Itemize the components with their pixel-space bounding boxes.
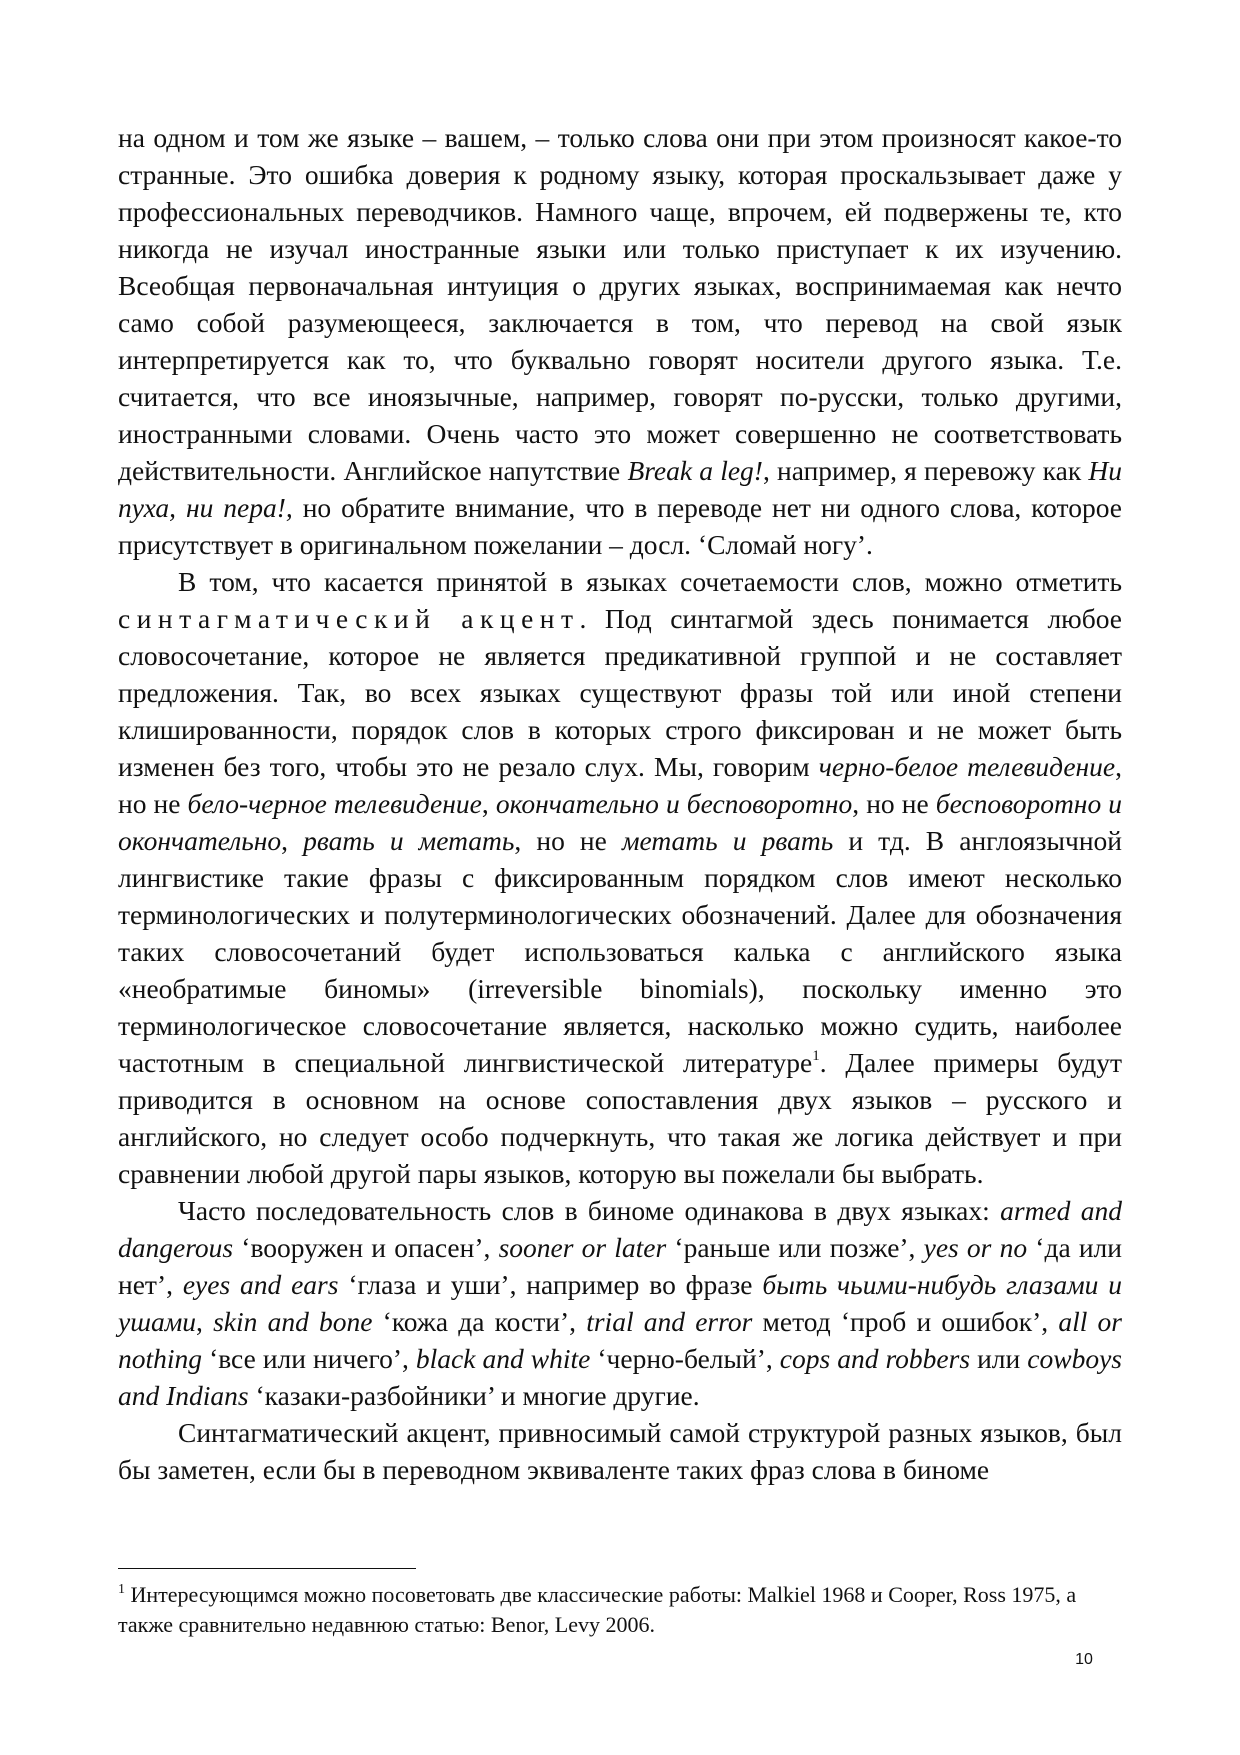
text-run: и тд. В англоязычной лингвистике такие фразы с фиксированным порядком слов имеют несколько терминологических и полутерминологических обозначений. Далее для обозначения таких словосочетаний будет использоваться калька с английского языка «необратимые биномы» (irreversible binomials), поскольку именно это терминологическое словосочетание является, насколько можно судить, наиболее частотным в специальной лингвистической литературе [118, 825, 1123, 1078]
italic-phrase: черно-белое телевидение [818, 751, 1116, 782]
italic-phrase: рвать и метать [303, 825, 515, 856]
footnote-number: 1 [118, 1582, 125, 1597]
italic-phrase: trial and error [586, 1306, 753, 1337]
text-run: Синтагматический акцент, привносимый самой структурой разных языков, был бы заметен, если бы в переводном эквиваленте таких фраз слова в биноме [118, 1417, 1122, 1485]
italic-phrase: Ни пуха, ни пера!, [118, 455, 1122, 523]
text-run: , но не [118, 751, 1123, 819]
text-run: . Под синтагмой здесь понимается любое словосочетание, которое не является предикативной группой и не составляет предложения. Так, во всех языках существуют фразы той или иной степени клишированности, порядок слов в которых строго фиксирован и не может быть изменен без того, чтобы это не резало слух. Мы, говорим [118, 603, 1122, 782]
text-run: . Далее примеры будут приводится в основном на основе сопоставления двух языков – русского и английского, но следует особо подчеркнуть, что такая же логика действует и при сравнении любой другой пары языков, которую вы пожелали бы выбрать. [118, 1047, 1122, 1189]
text-run: ‘глаза и уши’, например во фразе [338, 1269, 763, 1300]
text-run: на одном и том же языке – вашем, – только слова они при этом произносят какое-то странные. Это ошибка доверия к родному языку, которая проскальзывает даже у профессиональных переводчиков. Намного чаще, впрочем, ей подвержены те, кто никогда не изучал иностранные языки или только приступает к их изучению. Всеобщая первоначальная интуиция о других языках, воспринимаемая как нечто само собой разумеющееся, заключается в том, что перевод на свой язык интерпретируется как то, что буквально говорят носители другого языка. Т.е. считается, что все иноязычные, например, говорят по-русски, только другими, иностранными словами. Очень часто это может совершенно не соответствовать действительности. Английское напутствие [118, 122, 1122, 486]
italic-phrase: cops and robbers [779, 1343, 971, 1374]
text-run: ‘черно-белый’, [590, 1343, 780, 1374]
footnote-reference[interactable]: 1 [812, 1048, 820, 1064]
italic-phrase: black and white [415, 1343, 591, 1374]
italic-phrase: бесповоротно и окончательно [118, 788, 1123, 856]
italic-phrase: skin and bone [213, 1306, 373, 1337]
text-run: Часто последовательность слов в биноме одинакова в двух языках: [178, 1195, 1001, 1226]
italic-phrase: окончательно и бесповоротно [495, 788, 853, 819]
paragraph-2 [118, 563, 1122, 1192]
italic-phrase: метать и рвать [621, 825, 834, 856]
text-run: но обратите внимание, что в переводе нет ни одного слова, которое присутствует в оригинальном пожелании – досл. ‘Сломай ногу’. [118, 492, 1122, 560]
text-run: ‘раньше или позже’, [666, 1232, 924, 1263]
text-run: ‘все или ничего’, [202, 1343, 416, 1374]
page-number: 10 [1075, 1651, 1093, 1668]
paragraph-4 [118, 1414, 1122, 1488]
italic-phrase: sooner or later [498, 1232, 667, 1263]
paragraph-1 [118, 119, 1122, 563]
text-run: ‘казаки-разбойники’ и многие другие. [248, 1380, 700, 1411]
text-run: ‘да или нет’, [118, 1232, 1122, 1300]
text-run: или [970, 1343, 1028, 1374]
footnote-text: Интересующимся можно посоветовать две классические работы: Malkiel 1968 и Cooper, Ross 1975, а также сравнительно недавнюю статью: Benor, Levy 2006. [118, 1582, 1077, 1637]
text-run: , [481, 788, 496, 819]
italic-phrase: yes or no [923, 1232, 1028, 1263]
text-run: ‘кожа да кости’, [372, 1306, 587, 1337]
text-run: , но не [514, 825, 622, 856]
text-run: , [196, 1306, 214, 1337]
italic-phrase: бело-черное телевидение [187, 788, 482, 819]
spaced-term: синтагматический акцент [118, 603, 580, 634]
footnote [118, 1580, 1122, 1640]
italic-phrase: eyes and ears [182, 1269, 339, 1300]
text-run: , [281, 825, 304, 856]
text-run: В том, что касается принятой в языках сочетаемости слов, можно отметить [178, 566, 1122, 597]
text-run: метод ‘проб и ошибок’, [752, 1306, 1059, 1337]
footnote-separator [118, 1568, 416, 1569]
italic-phrase: all or nothing [118, 1306, 1123, 1374]
italic-phrase: Break a leg! [627, 455, 763, 486]
text-run: ‘вооружен и опасен’, [233, 1232, 499, 1263]
italic-phrase: быть чьими-нибудь глазами и ушами [118, 1269, 1122, 1337]
italic-phrase: armed and dangerous [118, 1195, 1122, 1263]
italic-phrase: cowboys and Indians [118, 1343, 1122, 1411]
paragraph-3 [118, 1192, 1122, 1414]
text-run: , например, я перевожу как [762, 455, 1089, 486]
text-run: , но не [852, 788, 936, 819]
main-text [118, 119, 1122, 1488]
